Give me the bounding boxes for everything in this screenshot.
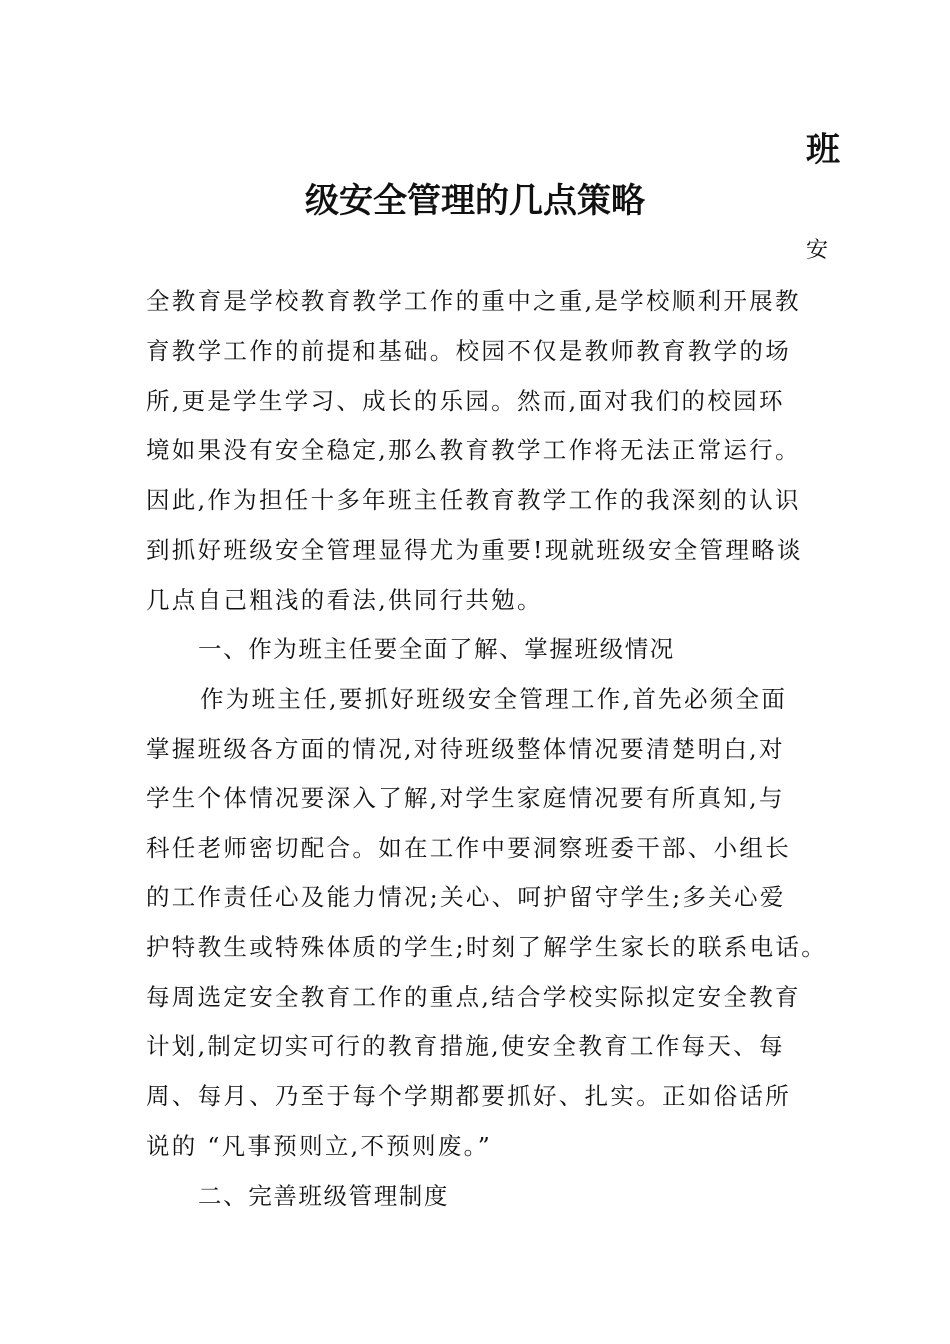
intro-first-char: 安 xyxy=(806,238,829,263)
body-line: 学生个体情况要深入了解,对学生家庭情况要有所真知,与 xyxy=(146,784,785,812)
body-line: 科任老师密切配合。如在工作中要洞察班委干部、小组长 xyxy=(146,834,791,862)
body-line: 护特教生或特殊体质的学生;时刻了解学生家长的联系电话。 xyxy=(146,933,828,961)
body-line: 所,更是学生学习、成长的乐园。然而,面对我们的校园环 xyxy=(146,387,785,415)
body-line: 作为班主任,要抓好班级安全管理工作,首先必须全面 xyxy=(200,685,788,713)
body-line: 周、每月、乃至于每个学期都要抓好、扎实。正如俗话所 xyxy=(146,1082,791,1110)
body-line: 到抓好班级安全管理显得尤为重要!现就班级安全管理略谈 xyxy=(146,536,803,564)
body-line: 全教育是学校教育教学工作的重中之重,是学校顺利开展教 xyxy=(146,287,801,315)
title-first-char: 班 xyxy=(806,130,840,170)
body-line: 几点自己粗浅的看法,供同行共勉。 xyxy=(146,586,543,614)
body-line: 说的 “凡事预则立,不预则废。” xyxy=(146,1132,493,1160)
page-title: 级安全管理的几点策略 xyxy=(305,181,645,221)
body-line: 每周选定安全教育工作的重点,结合学校实际拟定安全教育 xyxy=(146,983,801,1011)
body-line: 计划,制定切实可行的教育措施,使安全教育工作每天、每 xyxy=(146,1032,785,1060)
body-line: 因此,作为担任十多年班主任教育教学工作的我深刻的认识 xyxy=(146,486,801,514)
body-line: 境如果没有安全稳定,那么教育教学工作将无法正常运行。 xyxy=(146,436,801,464)
body-line: 掌握班级各方面的情况,对待班级整体情况要清楚明白,对 xyxy=(146,735,785,763)
section-heading-2: 二、完善班级管理制度 xyxy=(198,1182,449,1210)
body-line: 的工作责任心及能力情况;关心、呵护留守学生;多关心爱 xyxy=(146,883,786,911)
section-heading-1: 一、作为班主任要全面了解、掌握班级情况 xyxy=(198,635,675,663)
body-line: 育教学工作的前提和基础。校园不仅是教师教育教学的场 xyxy=(146,337,791,365)
